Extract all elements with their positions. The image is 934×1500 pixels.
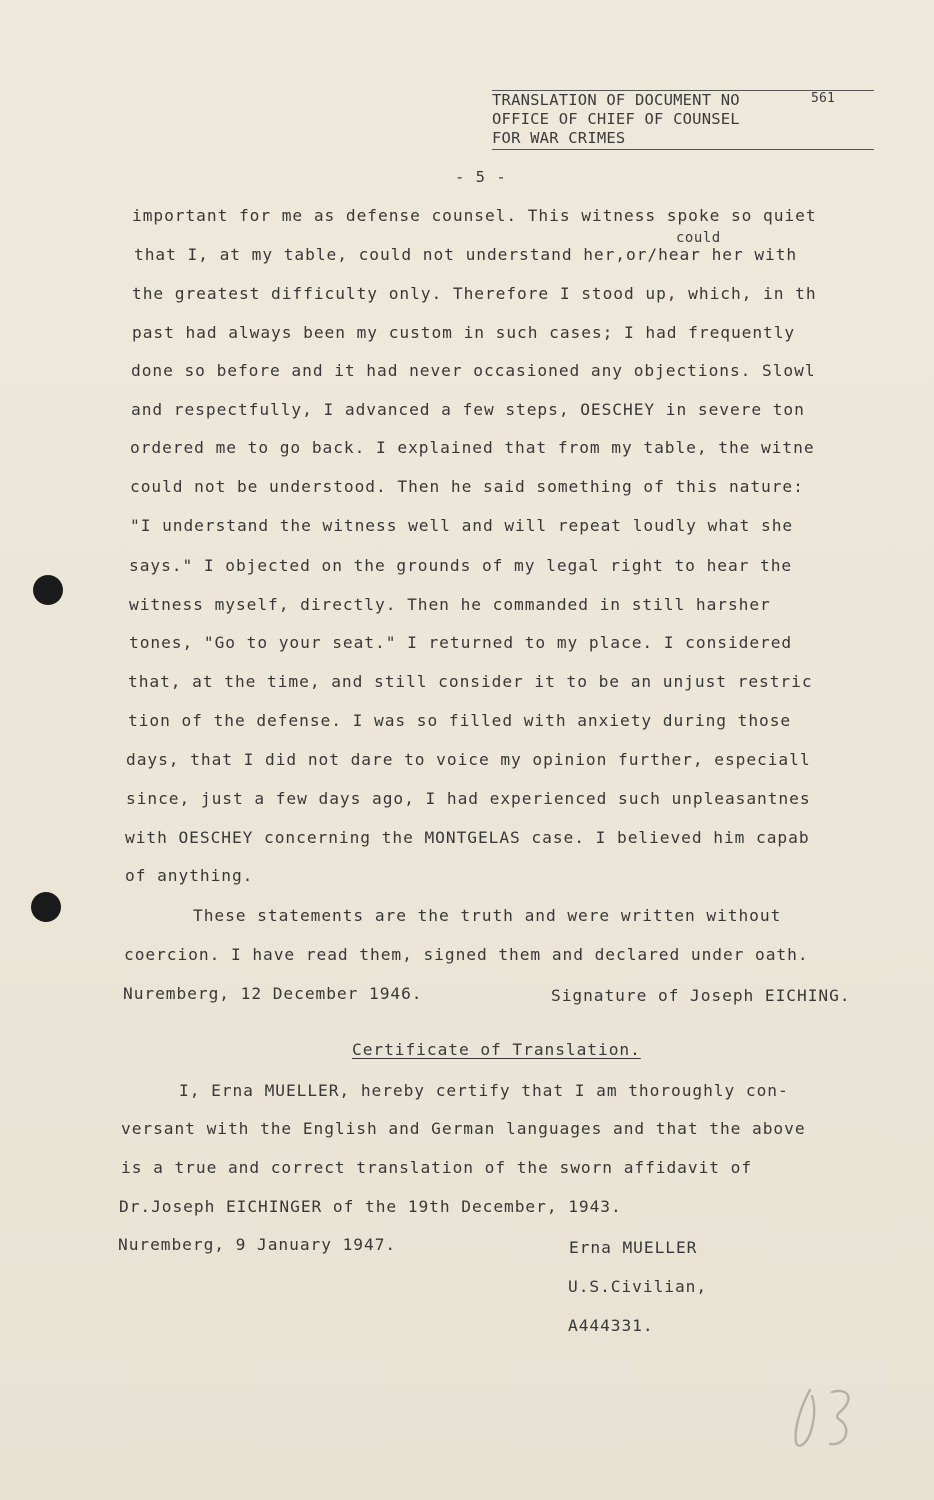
body-line: done so before and it had never occasioned any objections. Slowl (131, 361, 816, 380)
body-line: days, that I did not dare to voice my opinion further, especiall (126, 750, 811, 769)
body-line: with OESCHEY concerning the MONTGELAS case. I believed him capab (125, 828, 810, 847)
punch-hole (31, 892, 61, 922)
affiant-signature: Signature of Joseph EICHING. (551, 986, 851, 1005)
translator-id: A444331. (568, 1316, 654, 1335)
header-line-2: OFFICE OF CHIEF OF COUNSEL (492, 110, 740, 128)
handwritten-page-mark (780, 1378, 870, 1458)
certificate-title: Certificate of Translation. (352, 1040, 641, 1059)
body-line: ordered me to go back. I explained that from my table, the witne (130, 438, 815, 457)
body-line: tion of the defense. I was so filled with anxiety during those (128, 711, 792, 730)
closing-line: coercion. I have read them, signed them and declared under oath. (124, 945, 809, 964)
translator-name: Erna MUELLER (569, 1238, 698, 1257)
body-line: since, just a few days ago, I had experienced such unpleasantnes (126, 789, 811, 808)
body-line: past had always been my custom in such cases; I had frequently (132, 323, 796, 342)
page-number: - 5 - (455, 168, 507, 186)
body-line: that, at the time, and still consider it to be an unjust restric (128, 672, 813, 691)
certificate-line: is a true and correct translation of the sworn affidavit of (121, 1158, 753, 1177)
body-line: the greatest difficulty only. Therefore I stood up, which, in th (132, 284, 817, 303)
body-line: that I, at my table, could not understand her,or/hear her with (134, 245, 798, 264)
translator-status: U.S.Civilian, (568, 1277, 708, 1296)
body-line: "I understand the witness well and will repeat loudly what she (130, 516, 794, 535)
affidavit-place-date: Nuremberg, 12 December 1946. (123, 984, 423, 1003)
body-line: tones, "Go to your seat." I returned to my place. I considered (129, 633, 793, 652)
body-line: could not be understood. Then he said something of this nature: (130, 477, 804, 496)
header-line-3: FOR WAR CRIMES (492, 129, 626, 147)
body-line: important for me as defense counsel. This witness spoke so quiet (132, 206, 817, 225)
certificate-line: Dr.Joseph EICHINGER of the 19th December, 1943. (119, 1197, 622, 1216)
certificate-place-date: Nuremberg, 9 January 1947. (118, 1235, 397, 1254)
header-line-1: TRANSLATION OF DOCUMENT NO (492, 91, 740, 109)
interlinear-insert: could (676, 230, 721, 246)
document-number: 561 (811, 91, 836, 106)
body-line: and respectfully, I advanced a few steps, OESCHEY in severe ton (131, 400, 805, 419)
body-line: of anything. (125, 866, 254, 885)
body-line: witness myself, directly. Then he commanded in still harsher (129, 595, 771, 614)
certificate-line: I, Erna MUELLER, hereby certify that I am thoroughly con- (179, 1081, 789, 1100)
certificate-line: versant with the English and German languages and that the above (121, 1119, 806, 1138)
punch-hole (33, 575, 63, 605)
body-line: says." I objected on the grounds of my legal right to hear the (129, 556, 793, 575)
closing-line: These statements are the truth and were written without (193, 906, 782, 925)
